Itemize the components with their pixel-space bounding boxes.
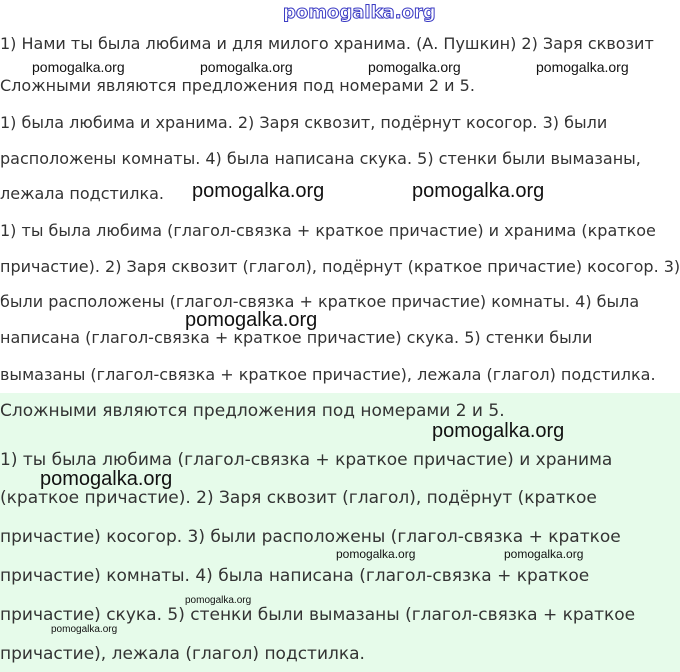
answer-line: Сложными являются предложения под номерами 2 и 5. bbox=[0, 401, 505, 421]
watermark: pomogalka.org bbox=[536, 59, 629, 75]
answer-line: причастие) скука. 5) стенки были вымазаны (глагол-связка + краткое bbox=[0, 605, 636, 625]
text-line: 1) ты была любима (глагол-связка + краткое причастие) и хранима (краткое bbox=[0, 221, 656, 240]
text-line: лежала подстилка. bbox=[0, 184, 165, 203]
watermark: pomogalka.org bbox=[192, 180, 325, 202]
watermark: pomogalka.org bbox=[368, 59, 461, 75]
watermark: pomogalka.org bbox=[185, 309, 318, 331]
watermark-logo: pomogalka.org bbox=[283, 2, 436, 23]
watermark: pomogalka.org bbox=[185, 595, 252, 606]
watermark: pomogalka.org bbox=[504, 547, 584, 561]
text-line: написана (глагол-связка + краткое причастие) скука. 5) стенки были bbox=[0, 328, 593, 347]
text-line: 1) Нами ты была любима и для милого хранима. (А. Пушкин) 2) Заря сквозит bbox=[0, 34, 654, 53]
answer-line: (краткое причастие). 2) Заря сквозит (глагол), подёрнут (краткое bbox=[0, 488, 597, 508]
text-line: Сложными являются предложения под номерами 2 и 5. bbox=[0, 76, 475, 95]
watermark: pomogalka.org bbox=[336, 547, 416, 561]
watermark: pomogalka.org bbox=[200, 59, 293, 75]
answer-line: 1) ты была любима (глагол-связка + краткое причастие) и хранима bbox=[0, 450, 613, 470]
answer-line: причастие) комнаты. 4) была написана (глагол-связка + краткое bbox=[0, 566, 590, 586]
answer-line: причастие), лежала (глагол) подстилка. bbox=[0, 644, 365, 664]
watermark: pomogalka.org bbox=[40, 468, 173, 490]
watermark: pomogalka.org bbox=[32, 59, 125, 75]
text-line: причастие). 2) Заря сквозит (глагол), подёрнут (краткое причастие) косогор. 3) bbox=[0, 257, 680, 276]
watermark: pomogalka.org bbox=[412, 180, 545, 202]
text-line: 1) была любима и хранима. 2) Заря сквозит, подёрнут косогор. 3) были bbox=[0, 113, 608, 132]
text-line: расположены комнаты. 4) была написана скука. 5) стенки были вымазаны, bbox=[0, 149, 641, 168]
watermark: pomogalka.org bbox=[432, 420, 565, 442]
answer-line: причастие) косогор. 3) были расположены (глагол-связка + краткое bbox=[0, 527, 621, 547]
text-line: вымазаны (глагол-связка + краткое причастие), лежала (глагол) подстилка. bbox=[0, 365, 656, 384]
watermark: pomogalka.org bbox=[51, 624, 118, 635]
text-line: были расположены (глагол-связка + краткое причастие) комнаты. 4) была bbox=[0, 292, 640, 311]
